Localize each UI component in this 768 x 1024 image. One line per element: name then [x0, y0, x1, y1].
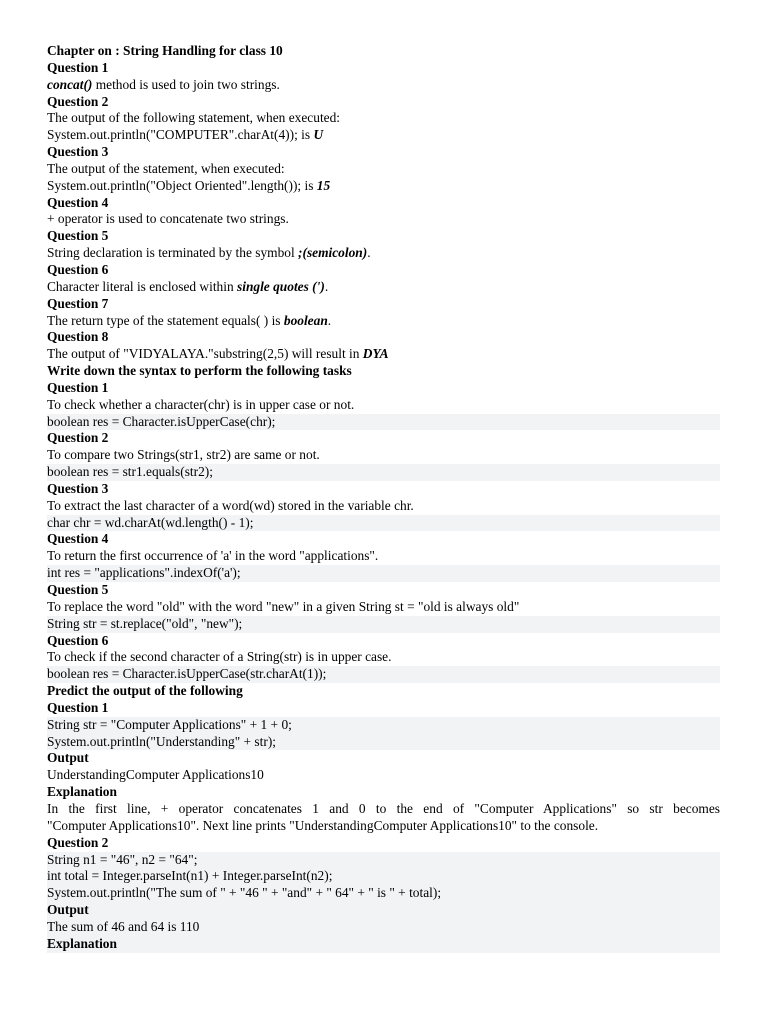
question-text — [47, 110, 720, 127]
text-segment: Character literal is enclosed within — [47, 278, 238, 294]
code-line: String str = st.replace("old", "new"); — [47, 616, 720, 633]
syntax-question-5 — [47, 582, 720, 633]
code-line: System.out.println("The sum of " + "46 " + "and" + " 64" + " is " + total); — [47, 885, 720, 902]
code-line: boolean res = Character.isUpperCase(chr); — [47, 414, 720, 431]
output-text: UnderstandingComputer Applications10 — [47, 767, 264, 783]
explanation-label: Explanation — [47, 784, 117, 800]
code-line: boolean res = str1.equals(str2); — [47, 464, 720, 481]
code-line: int res = "applications".indexOf('a'); — [47, 565, 720, 582]
question-text — [47, 346, 720, 363]
question-text — [47, 245, 720, 262]
question-label: Question 1 — [47, 59, 109, 75]
syntax-question-2 — [47, 430, 720, 481]
fill-question-1 — [47, 60, 720, 94]
answer-text: concat() — [47, 76, 93, 92]
question-text — [47, 279, 720, 296]
question-label: Question 8 — [47, 329, 109, 345]
task-text: To return the first occurrence of 'a' in the word "applications". — [47, 548, 379, 564]
output-label: Output — [47, 750, 89, 766]
text-segment: . — [367, 245, 371, 261]
explanation-text: In the first line, + operator concatenates 1 and 0 to the end of "Computer Applications" so str becomes — [47, 800, 720, 816]
answer-text: DYA — [362, 346, 389, 362]
task-text: To replace the word "old" with the word "new" in a given String st = "old is always old" — [47, 598, 520, 614]
question-text — [47, 77, 720, 94]
fill-question-6 — [47, 262, 720, 296]
answer-text: single quotes (') — [237, 278, 325, 294]
question-label: Question 4 — [47, 194, 109, 210]
text-segment: System.out.println("COMPUTER".charAt(4)); is — [47, 127, 314, 143]
fill-question-3 — [47, 144, 720, 195]
explanation-text: "Computer Applications10". Next line prints "UnderstandingComputer Applications10" to the console. — [47, 817, 599, 833]
code-line: int total = Integer.parseInt(n1) + Integer.parseInt(n2); — [47, 868, 720, 885]
code-line: char chr = wd.charAt(wd.length() - 1); — [47, 515, 720, 532]
text-segment: method is used to join two strings. — [92, 76, 280, 92]
code-line: System.out.println("Understanding" + str); — [47, 734, 720, 751]
question-label: Question 7 — [47, 295, 109, 311]
text-segment: System.out.println("Object Oriented".length()); is — [47, 177, 317, 193]
question-label: Question 1 — [47, 699, 109, 715]
explanation-label: Explanation — [47, 936, 720, 953]
text-segment: . — [327, 312, 332, 328]
text-segment: . — [324, 278, 329, 294]
predict-question-1 — [47, 700, 720, 835]
syntax-question-4 — [47, 531, 720, 582]
task-text: To check if the second character of a String(str) is in upper case. — [47, 649, 392, 665]
text-segment: String declaration is terminated by the symbol — [47, 245, 299, 261]
question-text — [47, 161, 720, 178]
question-text — [47, 127, 720, 144]
question-label: Question 4 — [47, 531, 109, 547]
predict-heading: Predict the output of the following — [47, 683, 243, 699]
syntax-heading: Write down the syntax to perform the following tasks — [47, 363, 352, 379]
document-title: Chapter on : String Handling for class 10 — [47, 43, 283, 58]
code-line: boolean res = Character.isUpperCase(str.charAt(1)); — [47, 666, 720, 683]
question-label: Question 6 — [47, 261, 109, 277]
fill-question-5 — [47, 228, 720, 262]
question-label: Question 5 — [47, 582, 109, 597]
task-text: To extract the last character of a word(wd) stored in the variable chr. — [47, 497, 414, 513]
syntax-question-1 — [47, 380, 720, 431]
answer-text: ;(semicolon) — [298, 245, 368, 261]
fill-question-4 — [47, 195, 720, 229]
predict-question-2 — [47, 835, 720, 953]
question-text — [47, 313, 720, 330]
question-label: Question 3 — [47, 144, 109, 160]
text-segment: The return type of the statement equals( ) is — [47, 312, 284, 328]
fill-question-7 — [47, 296, 720, 330]
question-label: Question 2 — [47, 93, 109, 109]
question-label: Question 2 — [47, 430, 109, 446]
question-label: Question 1 — [47, 379, 109, 395]
question-label: Question 5 — [47, 228, 109, 244]
output-text: The sum of 46 and 64 is 110 — [47, 919, 720, 936]
question-text — [47, 178, 720, 195]
text-segment: The output of the statement, when executed: — [47, 160, 285, 176]
question-text — [47, 211, 720, 228]
syntax-question-3 — [47, 481, 720, 532]
text-segment: + operator is used to concatenate two strings. — [47, 211, 289, 227]
answer-text: 15 — [316, 177, 331, 193]
document-content — [47, 43, 720, 953]
syntax-section — [47, 380, 720, 683]
text-segment: The output of the following statement, when executed: — [47, 110, 341, 126]
fill-question-2 — [47, 94, 720, 145]
task-text: To check whether a character(chr) is in upper case or not. — [47, 396, 355, 412]
code-line: String str = "Computer Applications" + 1 + 0; — [47, 717, 720, 734]
syntax-question-6 — [47, 633, 720, 684]
question-label: Question 2 — [47, 834, 109, 850]
answer-text: boolean — [283, 312, 328, 328]
answer-text: U — [313, 127, 324, 143]
task-text: To compare two Strings(str1, str2) are same or not. — [47, 447, 320, 463]
question-label: Question 3 — [47, 480, 109, 496]
output-label: Output — [47, 902, 720, 919]
text-segment: The output of "VIDYALAYA."substring(2,5) will result in — [47, 346, 363, 362]
fill-question-8 — [47, 329, 720, 363]
question-label: Question 6 — [47, 632, 109, 648]
fill-in-blanks-section — [47, 60, 720, 363]
code-line: String n1 = "46", n2 = "64"; — [47, 852, 720, 869]
